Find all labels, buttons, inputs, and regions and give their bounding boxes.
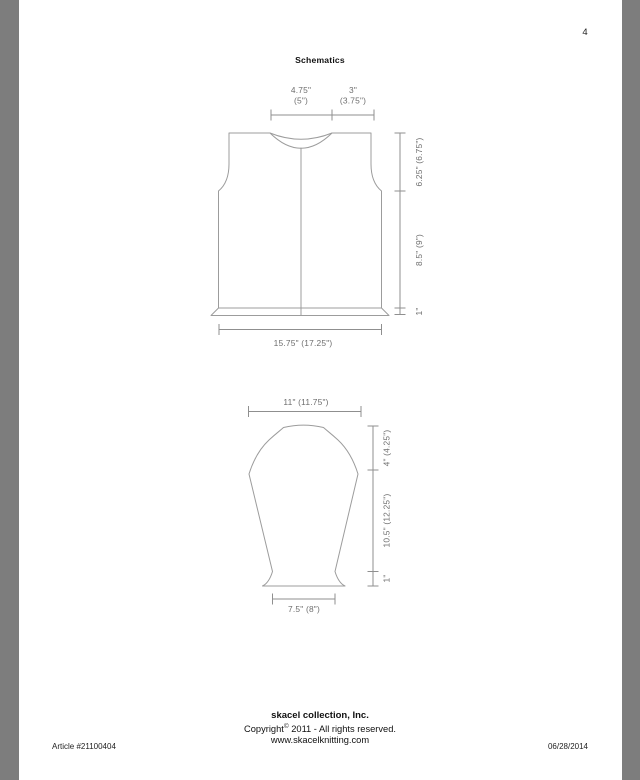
footer-date: 06/28/2014 xyxy=(547,742,588,751)
vest-dim-bottom-label: 15.75" (17.25") xyxy=(273,338,333,348)
vest-dim-top-right-label-2: (3.75") xyxy=(339,95,367,106)
copyright-symbol: © xyxy=(283,723,289,730)
vest-dim-right-middle-label: 8.5" (9") xyxy=(414,234,424,266)
footer-copyright xyxy=(0,721,640,735)
vest-top-dimension-line xyxy=(271,110,374,121)
sleeve-dim-top-label: 11" (11.75") xyxy=(283,397,329,407)
vest-dim-right-upper-label: 6.25" (6.75") xyxy=(414,137,424,187)
sleeve-schematic xyxy=(230,392,410,620)
sleeve-dim-right-lower-label: 1" xyxy=(381,574,392,583)
sleeve-dim-right-middle-label: 10.5" (12.25") xyxy=(381,493,392,548)
vest-right-dimension-line xyxy=(395,133,406,315)
vest-dim-top-right-label-1: 3" xyxy=(348,85,358,95)
viewer-gutter-left xyxy=(0,0,19,780)
page-title: Schematics xyxy=(295,55,345,65)
footer-website: www.skacelknitting.com xyxy=(270,735,370,746)
footer-company: skacel collection, Inc. xyxy=(271,710,369,721)
vest-dim-top-left-label-2: (5") xyxy=(293,95,309,106)
vest-dim-right-lower-label: 1" xyxy=(414,307,424,316)
sleeve-dim-bottom-label: 7.5" (8") xyxy=(288,604,320,614)
sleeve-top-dimension-line xyxy=(249,406,362,417)
page-number: 4 xyxy=(582,27,588,38)
vest-bottom-dimension-line xyxy=(219,324,382,335)
sleeve-right-dimension-line xyxy=(368,426,379,586)
sleeve-outline-path xyxy=(249,425,358,586)
vest-dim-top-left-label-1: 4.75" xyxy=(290,85,312,95)
sleeve-dim-right-upper-label: 4" (4.25") xyxy=(381,429,392,467)
viewer-gutter-right xyxy=(622,0,640,780)
footer-block xyxy=(0,710,640,746)
sleeve-bottom-dimension-line xyxy=(273,594,336,605)
footer-article-number: Article #21100404 xyxy=(52,742,116,751)
vest-neckband-path xyxy=(270,133,332,148)
vest-body-schematic xyxy=(190,80,440,355)
footer-copyright-word: Copyright xyxy=(244,724,284,735)
vest-outline-path xyxy=(211,133,389,316)
footer-copyright-rest: 2011 - All rights reserved. xyxy=(288,724,396,735)
